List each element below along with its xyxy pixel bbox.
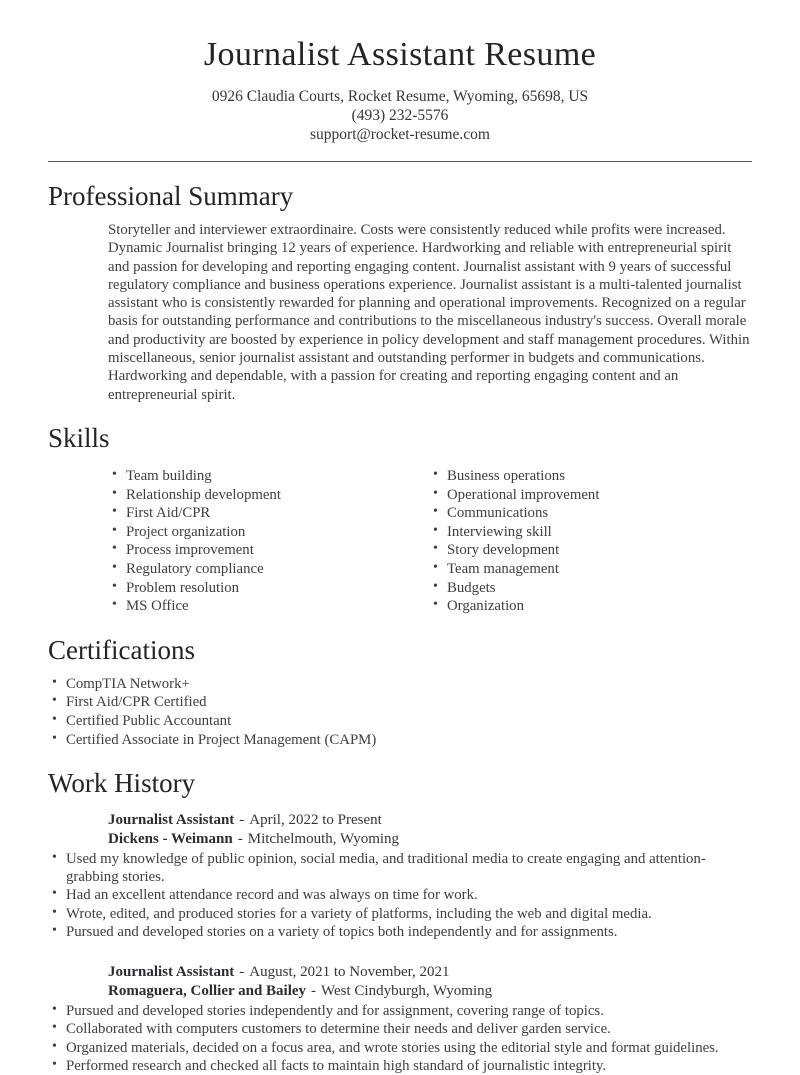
job-bullet: • Used my knowledge of public opinion, social media, and traditional media to create engaging and attention-grabbing stories. [48, 850, 752, 886]
separator: - [239, 963, 245, 980]
separator: - [237, 831, 243, 848]
skill-item: • Project organization [108, 523, 429, 541]
skill-item: • Interviewing skill [429, 523, 752, 541]
contact-phone: (493) 232-5576 [351, 107, 449, 124]
skills-column-left [108, 467, 429, 616]
skill-item: • Problem resolution [108, 579, 429, 597]
job-bullet: • Performed research and checked all facts to maintain high standard of journalistic integrity. [48, 1057, 752, 1075]
section-work-history [48, 768, 752, 1075]
skill-item: • Team management [429, 560, 752, 578]
skill-item: • Regulatory compliance [108, 560, 429, 578]
job-bullet: • Pursued and developed stories on a variety of topics both independently and for assignments. [48, 923, 752, 941]
skill-item: • MS Office [108, 597, 429, 615]
job-entry-2 [48, 963, 752, 1075]
work-history-heading: Work History [48, 767, 196, 798]
job-bullet: • Organized materials, decided on a focus area, and wrote stories using the editorial style and format guidelines. [48, 1039, 752, 1057]
job-dates: August, 2021 to November, 2021 [249, 963, 450, 980]
job-company: Dickens - Weimann [108, 831, 233, 848]
job-title-line [108, 811, 752, 831]
skill-item: • Story development [429, 541, 752, 559]
job-dates: April, 2022 to Present [249, 811, 382, 828]
contact-info [48, 87, 752, 144]
summary-text: Storyteller and interviewer extraordinaire. Costs were consistently reduced while profits were increased. Dynamic Journalist bringing 12 years of experience. Hardworking and reliable with entrepreneurial spirit and passion for developing and reporting engaging content. Journalist assistant with 9 years of successful regulatory compliance and business operations experience. Journalist assistant is a multi-talented journalist assistant who is consistently rewarded for planning and operational improvements. Recognized on a regular basis for outstanding performance and contributions to the miscellaneous industry's success. Overall morale and productivity are boosted by experience in policy development and staff management procedures. Within miscellaneous, senior journalist assistant and outstanding performer in budgets and communications. Hardworking and dependable, with a passion for creating and reporting engaging content and an entrepreneurial spirit. [108, 222, 750, 403]
job-entry-1 [48, 811, 752, 942]
job-location: Mitchelmouth, Wyoming [247, 831, 400, 848]
summary-heading: Professional Summary [48, 181, 294, 211]
job-bullet: • Had an excellent attendance record and was always on time for work. [48, 886, 752, 904]
section-certifications [48, 635, 752, 749]
skills-columns [48, 467, 752, 616]
job-bullets [48, 1002, 752, 1075]
job-bullet: • Wrote, edited, and produced stories for a variety of platforms, including the web and digital media. [48, 905, 752, 923]
certification-item: • First Aid/CPR Certified [48, 693, 752, 711]
job-company-line [108, 830, 752, 850]
certifications-list [48, 675, 752, 749]
header-divider [48, 161, 752, 162]
job-title: Journalist Assistant [108, 811, 235, 828]
certification-item: • Certified Associate in Project Management (CAPM) [48, 731, 752, 749]
skill-item: • Team building [108, 467, 429, 485]
certification-item: • CompTIA Network+ [48, 675, 752, 693]
job-title-line [108, 963, 752, 983]
certifications-heading: Certifications [48, 634, 195, 665]
contact-email: support@rocket-resume.com [310, 126, 490, 143]
skill-item: • Organization [429, 597, 752, 615]
contact-address: 0926 Claudia Courts, Rocket Resume, Wyoming, 65698, US [211, 88, 589, 105]
skills-column-right [429, 467, 752, 616]
skill-item: • Communications [429, 504, 752, 522]
job-bullet: • Collaborated with computers customers to determine their needs and deliver garden service. [48, 1020, 752, 1038]
section-professional-summary [48, 181, 752, 404]
job-title: Journalist Assistant [108, 963, 235, 980]
resume-title: Journalist Assistant Resume [203, 36, 597, 73]
job-bullet: • Pursued and developed stories independently and for assignment, covering range of topics. [48, 1002, 752, 1020]
job-company: Romaguera, Collier and Bailey [108, 983, 307, 1000]
skill-item: • Process improvement [108, 541, 429, 559]
skill-item: • Budgets [429, 579, 752, 597]
separator: - [239, 811, 245, 828]
skill-item: • Operational improvement [429, 486, 752, 504]
separator: - [311, 983, 317, 1000]
skill-item: • First Aid/CPR [108, 504, 429, 522]
job-bullets [48, 850, 752, 942]
certification-item: • Certified Public Accountant [48, 712, 752, 730]
resume-header [48, 36, 752, 144]
skills-heading: Skills [48, 422, 110, 453]
section-skills [48, 423, 752, 616]
skill-item: • Business operations [429, 467, 752, 485]
skill-item: • Relationship development [108, 486, 429, 504]
job-company-line [108, 982, 752, 1002]
job-location: West Cindyburgh, Wyoming [321, 983, 493, 1000]
